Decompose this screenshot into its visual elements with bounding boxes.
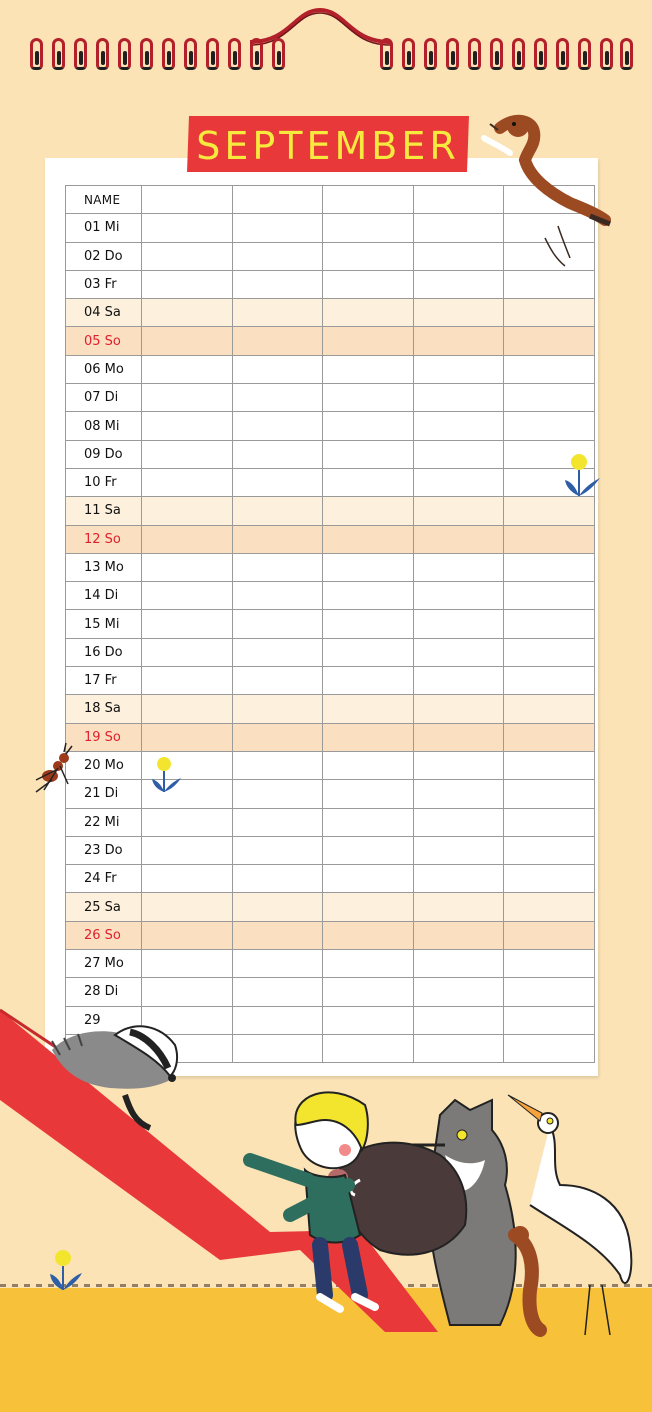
ring-icon bbox=[96, 38, 109, 70]
month-title: SEPTEMBER bbox=[196, 124, 460, 168]
ring-icon bbox=[74, 38, 87, 70]
entry-cell[interactable] bbox=[413, 893, 504, 921]
entry-cell[interactable] bbox=[413, 638, 504, 666]
entry-cell[interactable] bbox=[504, 412, 595, 440]
day-row bbox=[66, 412, 595, 440]
day-label: 11 Sa bbox=[66, 497, 142, 525]
day-row bbox=[66, 921, 595, 949]
ring-icon bbox=[380, 38, 393, 70]
day-row bbox=[66, 808, 595, 836]
entry-cell[interactable] bbox=[142, 355, 233, 383]
entry-cell[interactable] bbox=[323, 893, 414, 921]
entry-cell[interactable] bbox=[232, 468, 323, 496]
entry-cell[interactable] bbox=[232, 638, 323, 666]
entry-cell[interactable] bbox=[232, 921, 323, 949]
day-row bbox=[66, 497, 595, 525]
entry-cell[interactable] bbox=[232, 270, 323, 298]
ring-icon bbox=[162, 38, 175, 70]
entry-cell[interactable] bbox=[504, 1034, 595, 1062]
entry-cell[interactable] bbox=[142, 836, 233, 864]
entry-cell[interactable] bbox=[413, 497, 504, 525]
day-label: 25 Sa bbox=[66, 893, 142, 921]
day-label: 23 Do bbox=[66, 836, 142, 864]
entry-cell[interactable] bbox=[232, 893, 323, 921]
day-label: 03 Fr bbox=[66, 270, 142, 298]
entry-cell[interactable] bbox=[232, 950, 323, 978]
day-label: 09 Do bbox=[66, 440, 142, 468]
day-row bbox=[66, 893, 595, 921]
entry-cell[interactable] bbox=[142, 865, 233, 893]
entry-cell[interactable] bbox=[142, 638, 233, 666]
entry-cell[interactable] bbox=[232, 723, 323, 751]
day-label: 15 Mi bbox=[66, 610, 142, 638]
day-row bbox=[66, 355, 595, 383]
day-label: 21 Di bbox=[66, 780, 142, 808]
ring-icon bbox=[250, 38, 263, 70]
entry-cell[interactable] bbox=[413, 865, 504, 893]
ring-icon bbox=[512, 38, 525, 70]
entry-cell[interactable] bbox=[232, 667, 323, 695]
entry-cell[interactable] bbox=[232, 299, 323, 327]
day-label: 19 So bbox=[66, 723, 142, 751]
entry-cell[interactable] bbox=[504, 893, 595, 921]
ring-icon bbox=[140, 38, 153, 70]
entry-cell[interactable] bbox=[413, 610, 504, 638]
badger-icon bbox=[40, 1010, 190, 1140]
day-row bbox=[66, 468, 595, 496]
day-label: 06 Mo bbox=[66, 355, 142, 383]
entry-cell[interactable] bbox=[323, 270, 414, 298]
entry-cell[interactable] bbox=[413, 836, 504, 864]
entry-cell[interactable] bbox=[323, 865, 414, 893]
ring-icon bbox=[578, 38, 591, 70]
entry-cell[interactable] bbox=[323, 327, 414, 355]
ring-icon bbox=[600, 38, 613, 70]
entry-cell[interactable] bbox=[232, 780, 323, 808]
entry-cell[interactable] bbox=[232, 440, 323, 468]
entry-cell[interactable] bbox=[323, 695, 414, 723]
entry-cell[interactable] bbox=[413, 667, 504, 695]
entry-cell[interactable] bbox=[504, 865, 595, 893]
entry-cell[interactable] bbox=[232, 582, 323, 610]
entry-cell[interactable] bbox=[413, 808, 504, 836]
entry-cell[interactable] bbox=[413, 553, 504, 581]
entry-cell[interactable] bbox=[413, 299, 504, 327]
entry-cell[interactable] bbox=[142, 921, 233, 949]
entry-cell[interactable] bbox=[232, 553, 323, 581]
day-label: 27 Mo bbox=[66, 950, 142, 978]
entry-cell[interactable] bbox=[413, 950, 504, 978]
day-row bbox=[66, 525, 595, 553]
day-label: 16 Do bbox=[66, 638, 142, 666]
ring-icon bbox=[52, 38, 65, 70]
day-label: 05 So bbox=[66, 327, 142, 355]
wire-binding bbox=[0, 0, 652, 78]
entry-cell[interactable] bbox=[504, 921, 595, 949]
entry-cell[interactable] bbox=[413, 723, 504, 751]
entry-cell[interactable] bbox=[323, 468, 414, 496]
entry-cell[interactable] bbox=[504, 384, 595, 412]
ring-icon bbox=[272, 38, 285, 70]
entry-cell[interactable] bbox=[323, 497, 414, 525]
entry-cell[interactable] bbox=[323, 808, 414, 836]
entry-cell[interactable] bbox=[323, 525, 414, 553]
entry-cell[interactable] bbox=[413, 780, 504, 808]
entry-cell[interactable] bbox=[504, 553, 595, 581]
entry-cell[interactable] bbox=[142, 667, 233, 695]
day-label: 10 Fr bbox=[66, 468, 142, 496]
entry-cell[interactable] bbox=[323, 214, 414, 242]
day-label: 14 Di bbox=[66, 582, 142, 610]
day-label: 17 Fr bbox=[66, 667, 142, 695]
day-row bbox=[66, 780, 595, 808]
day-row bbox=[66, 723, 595, 751]
entry-cell[interactable] bbox=[504, 836, 595, 864]
entry-cell[interactable] bbox=[232, 355, 323, 383]
ring-icon bbox=[468, 38, 481, 70]
entry-cell[interactable] bbox=[323, 299, 414, 327]
day-label: 08 Mi bbox=[66, 412, 142, 440]
entry-cell[interactable] bbox=[413, 440, 504, 468]
entry-cell[interactable] bbox=[323, 553, 414, 581]
day-label: 13 Mo bbox=[66, 553, 142, 581]
day-row bbox=[66, 553, 595, 581]
day-label: 07 Di bbox=[66, 384, 142, 412]
day-row bbox=[66, 384, 595, 412]
day-label: 24 Fr bbox=[66, 865, 142, 893]
ant-icon bbox=[30, 742, 74, 798]
day-label: 22 Mi bbox=[66, 808, 142, 836]
entry-cell[interactable] bbox=[323, 610, 414, 638]
entry-cell[interactable] bbox=[323, 582, 414, 610]
entry-cell[interactable] bbox=[323, 412, 414, 440]
entry-cell[interactable] bbox=[504, 695, 595, 723]
ring-icon bbox=[446, 38, 459, 70]
day-label: 29 bbox=[66, 1006, 142, 1034]
ring-icon bbox=[206, 38, 219, 70]
entry-cell[interactable] bbox=[504, 299, 595, 327]
ring-icon bbox=[556, 38, 569, 70]
day-row bbox=[66, 582, 595, 610]
day-row bbox=[66, 950, 595, 978]
entry-cell[interactable] bbox=[504, 978, 595, 1006]
entry-cell[interactable] bbox=[142, 723, 233, 751]
entry-cell[interactable] bbox=[504, 525, 595, 553]
entry-cell[interactable] bbox=[142, 893, 233, 921]
entry-cell[interactable] bbox=[232, 412, 323, 440]
entry-cell[interactable] bbox=[323, 950, 414, 978]
entry-cell[interactable] bbox=[142, 327, 233, 355]
entry-cell[interactable] bbox=[504, 497, 595, 525]
entry-cell[interactable] bbox=[413, 695, 504, 723]
entry-cell[interactable] bbox=[323, 836, 414, 864]
entry-cell[interactable] bbox=[504, 582, 595, 610]
entry-cell[interactable] bbox=[504, 808, 595, 836]
ring-icon bbox=[184, 38, 197, 70]
day-label: 18 Sa bbox=[66, 695, 142, 723]
entry-cell[interactable] bbox=[142, 950, 233, 978]
entry-cell[interactable] bbox=[232, 327, 323, 355]
entry-cell[interactable] bbox=[323, 751, 414, 779]
day-row bbox=[66, 667, 595, 695]
entry-cell[interactable] bbox=[323, 723, 414, 751]
entry-cell[interactable] bbox=[232, 525, 323, 553]
ring-icon bbox=[30, 38, 43, 70]
flower-icon bbox=[562, 452, 604, 500]
day-row bbox=[66, 751, 595, 779]
ring-icon bbox=[424, 38, 437, 70]
entry-cell[interactable] bbox=[504, 638, 595, 666]
day-label: 20 Mo bbox=[66, 751, 142, 779]
entry-cell[interactable] bbox=[142, 214, 233, 242]
day-label: 02 Do bbox=[66, 242, 142, 270]
entry-cell[interactable] bbox=[504, 723, 595, 751]
entry-cell[interactable] bbox=[413, 468, 504, 496]
entry-cell[interactable] bbox=[413, 751, 504, 779]
entry-cell[interactable] bbox=[142, 497, 233, 525]
day-row bbox=[66, 695, 595, 723]
person-name-cell[interactable] bbox=[142, 186, 233, 214]
weasel-icon bbox=[470, 108, 615, 278]
entry-cell[interactable] bbox=[232, 384, 323, 412]
entry-cell[interactable] bbox=[232, 497, 323, 525]
entry-cell[interactable] bbox=[232, 695, 323, 723]
entry-cell[interactable] bbox=[323, 667, 414, 695]
entry-cell[interactable] bbox=[413, 921, 504, 949]
entry-cell[interactable] bbox=[142, 525, 233, 553]
day-row bbox=[66, 327, 595, 355]
entry-cell[interactable] bbox=[413, 384, 504, 412]
day-row bbox=[66, 610, 595, 638]
ring-icon bbox=[402, 38, 415, 70]
entry-cell[interactable] bbox=[232, 242, 323, 270]
entry-cell[interactable] bbox=[142, 384, 233, 412]
day-label: 28 Di bbox=[66, 978, 142, 1006]
day-row bbox=[66, 638, 595, 666]
entry-cell[interactable] bbox=[232, 808, 323, 836]
entry-cell[interactable] bbox=[504, 327, 595, 355]
entry-cell[interactable] bbox=[232, 836, 323, 864]
entry-cell[interactable] bbox=[504, 950, 595, 978]
entry-cell[interactable] bbox=[142, 440, 233, 468]
ring-icon bbox=[228, 38, 241, 70]
day-row bbox=[66, 299, 595, 327]
day-label: 04 Sa bbox=[66, 299, 142, 327]
entry-cell[interactable] bbox=[142, 582, 233, 610]
entry-cell[interactable] bbox=[323, 384, 414, 412]
entry-cell[interactable] bbox=[142, 808, 233, 836]
entry-cell[interactable] bbox=[413, 355, 504, 383]
entry-cell[interactable] bbox=[142, 412, 233, 440]
family-planner-grid bbox=[65, 185, 595, 1063]
day-label: 26 So bbox=[66, 921, 142, 949]
entry-cell[interactable] bbox=[142, 695, 233, 723]
person-name-cell[interactable] bbox=[323, 186, 414, 214]
entry-cell[interactable] bbox=[413, 582, 504, 610]
entry-cell[interactable] bbox=[232, 610, 323, 638]
entry-cell[interactable] bbox=[142, 299, 233, 327]
name-header: NAME bbox=[66, 186, 142, 214]
entry-cell[interactable] bbox=[504, 355, 595, 383]
day-label: 01 Mi bbox=[66, 214, 142, 242]
ring-icon bbox=[620, 38, 633, 70]
entry-cell[interactable] bbox=[142, 553, 233, 581]
entry-cell[interactable] bbox=[504, 667, 595, 695]
ring-icon bbox=[118, 38, 131, 70]
entry-cell[interactable] bbox=[323, 440, 414, 468]
entry-cell[interactable] bbox=[232, 751, 323, 779]
entry-cell[interactable] bbox=[142, 270, 233, 298]
entry-cell[interactable] bbox=[323, 242, 414, 270]
ring-icon bbox=[534, 38, 547, 70]
entry-cell[interactable] bbox=[413, 412, 504, 440]
ring-icon bbox=[490, 38, 503, 70]
entry-cell[interactable] bbox=[323, 638, 414, 666]
entry-cell[interactable] bbox=[504, 610, 595, 638]
entry-cell[interactable] bbox=[413, 327, 504, 355]
animal-group-icon bbox=[230, 1085, 650, 1340]
person-name-cell[interactable] bbox=[232, 186, 323, 214]
entry-cell[interactable] bbox=[504, 780, 595, 808]
flower-icon bbox=[150, 756, 184, 796]
day-row bbox=[66, 440, 595, 468]
entry-cell[interactable] bbox=[142, 242, 233, 270]
entry-cell[interactable] bbox=[504, 751, 595, 779]
entry-cell[interactable] bbox=[232, 214, 323, 242]
entry-cell[interactable] bbox=[142, 468, 233, 496]
entry-cell[interactable] bbox=[323, 921, 414, 949]
entry-cell[interactable] bbox=[323, 355, 414, 383]
entry-cell[interactable] bbox=[323, 780, 414, 808]
entry-cell[interactable] bbox=[142, 610, 233, 638]
entry-cell[interactable] bbox=[504, 1006, 595, 1034]
day-row bbox=[66, 865, 595, 893]
entry-cell[interactable] bbox=[413, 525, 504, 553]
day-row bbox=[66, 836, 595, 864]
day-label: 12 So bbox=[66, 525, 142, 553]
entry-cell[interactable] bbox=[232, 865, 323, 893]
